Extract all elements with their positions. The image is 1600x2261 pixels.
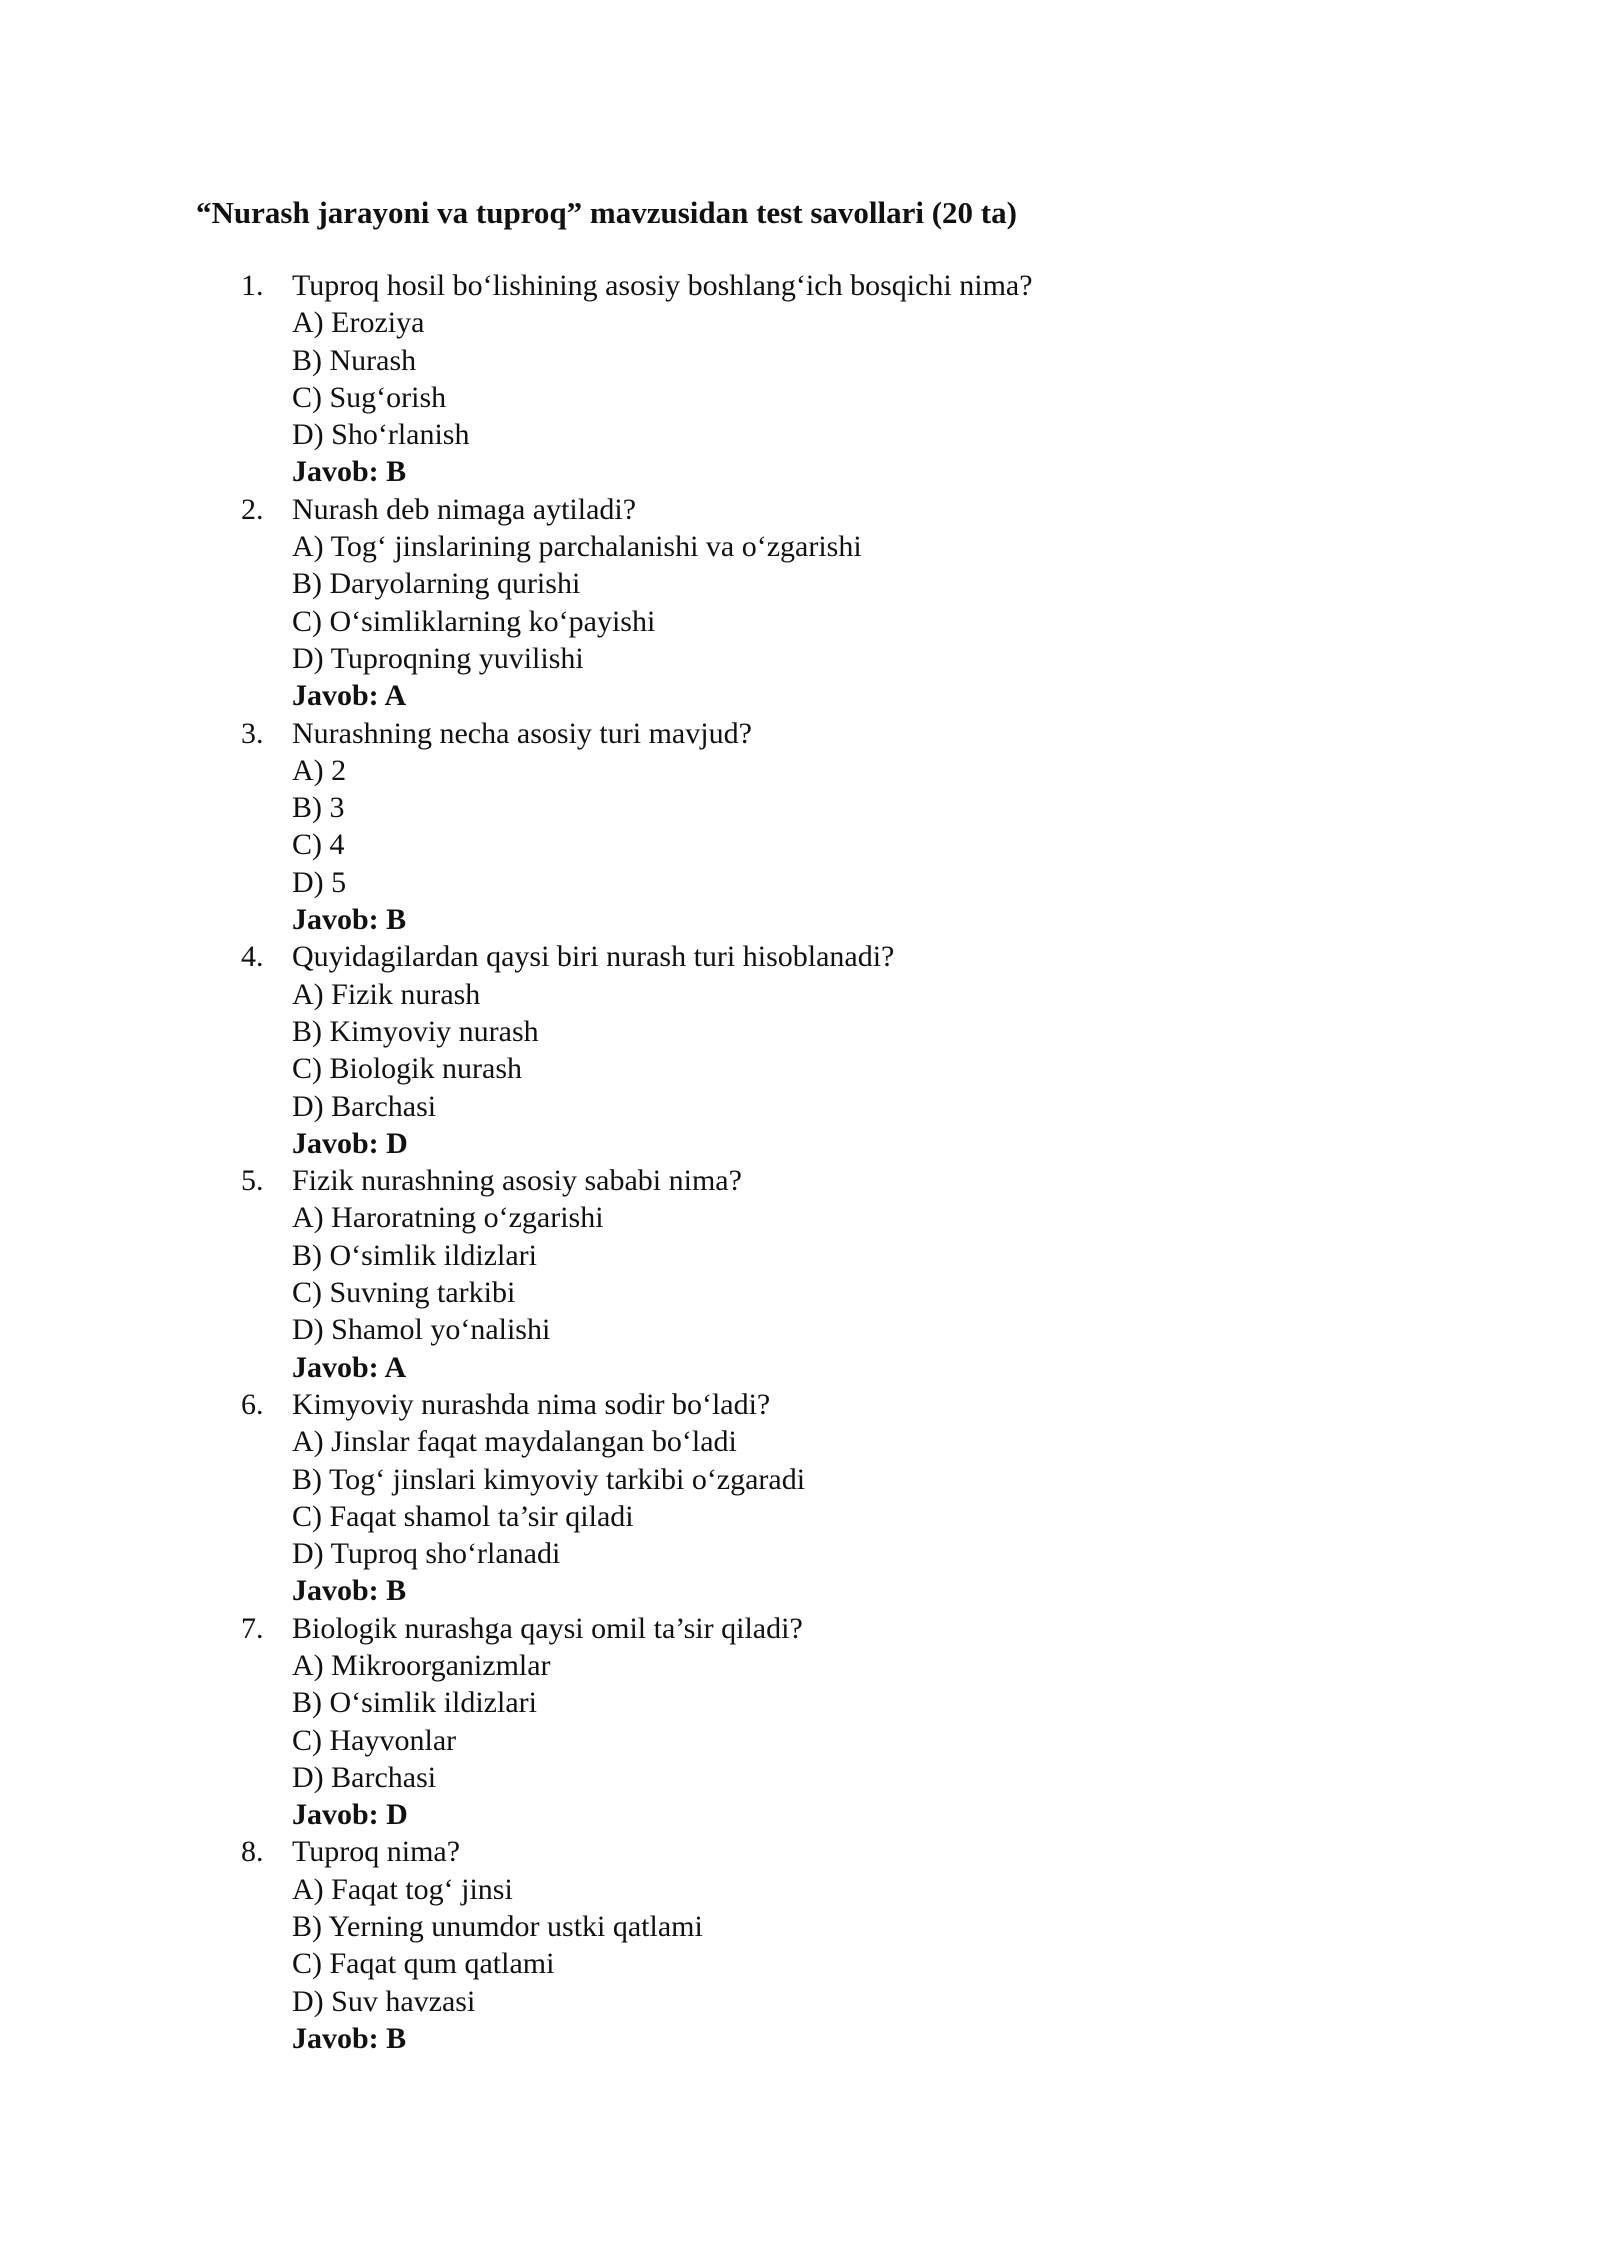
- question-text: Biologik nurashga qaysi omil ta’sir qiladi?: [292, 1611, 803, 1645]
- answer-key: Javob: B: [292, 903, 407, 937]
- option-d: D) Shamol yo‘nalishi: [292, 1313, 551, 1347]
- answer-row: [0, 1349, 1600, 1386]
- question-4: [0, 938, 1600, 1162]
- answer-row: [0, 2020, 1600, 2057]
- question-3: [0, 715, 1600, 939]
- question-line: [0, 1610, 1600, 1647]
- option-row: [0, 1423, 1600, 1460]
- option-row: [0, 640, 1600, 677]
- question-8: [0, 1833, 1600, 2057]
- answer-row: [0, 901, 1600, 938]
- question-number: 6.: [241, 1387, 264, 1421]
- option-row: [0, 379, 1600, 416]
- option-row: [0, 1311, 1600, 1348]
- option-c: C) 4: [292, 828, 345, 862]
- option-a: A) Mikroorganizmlar: [292, 1648, 551, 1682]
- answer-key: Javob: B: [292, 2021, 407, 2055]
- question-number: 4.: [241, 940, 264, 974]
- option-a: A) Faqat tog‘ jinsi: [292, 1872, 513, 1906]
- question-text: Kimyoviy nurashda nima sodir bo‘ladi?: [292, 1387, 771, 1421]
- option-row: [0, 1237, 1600, 1274]
- option-row: [0, 1535, 1600, 1572]
- question-1: [0, 267, 1600, 491]
- option-a: A) 2: [292, 753, 347, 787]
- option-row: [0, 603, 1600, 640]
- question-number: 3.: [241, 716, 264, 750]
- option-row: [0, 1945, 1600, 1982]
- question-text: Nurashning necha asosiy turi mavjud?: [292, 716, 752, 750]
- option-row: [0, 789, 1600, 826]
- option-a: A) Tog‘ jinslarining parchalanishi va o‘zgarishi: [292, 530, 862, 564]
- option-d: D) Suv havzasi: [292, 1984, 476, 2018]
- question-text: Tuproq nima?: [292, 1835, 461, 1869]
- option-b: B) Nurash: [292, 343, 417, 377]
- option-d: D) 5: [292, 865, 347, 899]
- question-2: [0, 491, 1600, 715]
- option-a: A) Jinslar faqat maydalangan bo‘ladi: [292, 1425, 737, 1459]
- option-c: C) Faqat shamol ta’sir qiladi: [292, 1499, 634, 1533]
- answer-key: Javob: B: [292, 1574, 407, 1608]
- question-7: [0, 1610, 1600, 1834]
- answer-row: [0, 677, 1600, 714]
- option-d: D) Barchasi: [292, 1760, 437, 1794]
- document-title: “Nurash jarayoni va tuproq” mavzusidan test savollari (20 ta): [196, 195, 1017, 230]
- question-list: [0, 267, 1600, 2057]
- option-row: [0, 304, 1600, 341]
- option-row: [0, 1722, 1600, 1759]
- question-text: Nurash deb nimaga aytiladi?: [292, 492, 637, 526]
- answer-key: Javob: A: [292, 1350, 407, 1384]
- option-b: B) O‘simlik ildizlari: [292, 1238, 537, 1272]
- option-row: [0, 1498, 1600, 1535]
- option-row: [0, 1871, 1600, 1908]
- question-line: [0, 267, 1600, 304]
- option-row: [0, 416, 1600, 453]
- option-c: C) Faqat qum qatlami: [292, 1947, 555, 1981]
- answer-row: [0, 1572, 1600, 1609]
- question-6: [0, 1386, 1600, 1610]
- option-row: [0, 1647, 1600, 1684]
- option-row: [0, 1684, 1600, 1721]
- option-b: B) Kimyoviy nurash: [292, 1014, 539, 1048]
- question-text: Quyidagilardan qaysi biri nurash turi hisoblanadi?: [292, 940, 895, 974]
- answer-key: Javob: D: [292, 1126, 408, 1160]
- answer-key: Javob: A: [292, 679, 407, 713]
- question-number: 5.: [241, 1164, 264, 1198]
- answer-key: Javob: B: [292, 455, 407, 489]
- option-b: B) Daryolarning qurishi: [292, 567, 581, 601]
- question-number: 1.: [241, 269, 264, 302]
- question-line: [0, 715, 1600, 752]
- question-text: Tuproq hosil bo‘lishining asosiy boshlang‘ich bosqichi nima?: [292, 269, 1033, 302]
- option-c: C) O‘simliklarning ko‘payishi: [292, 604, 656, 638]
- option-row: [0, 342, 1600, 379]
- question-line: [0, 1386, 1600, 1423]
- answer-row: [0, 453, 1600, 490]
- option-c: C) Biologik nurash: [292, 1052, 522, 1086]
- option-b: B) 3: [292, 791, 345, 825]
- option-d: D) Sho‘rlanish: [292, 418, 470, 452]
- answer-row: [0, 1796, 1600, 1833]
- question-number: 2.: [241, 492, 264, 526]
- option-d: D) Tuproqning yuvilishi: [292, 641, 584, 675]
- question-number: 8.: [241, 1835, 264, 1869]
- option-b: B) Tog‘ jinslari kimyoviy tarkibi o‘zgaradi: [292, 1462, 806, 1496]
- option-a: A) Haroratning o‘zgarishi: [292, 1201, 604, 1235]
- option-row: [0, 1983, 1600, 2020]
- option-row: [0, 1908, 1600, 1945]
- question-number: 7.: [241, 1611, 264, 1645]
- option-a: A) Fizik nurash: [292, 977, 481, 1011]
- option-row: [0, 1199, 1600, 1236]
- question-line: [0, 1833, 1600, 1870]
- option-row: [0, 1088, 1600, 1125]
- option-row: [0, 752, 1600, 789]
- question-line: [0, 491, 1600, 528]
- option-d: D) Tuproq sho‘rlanadi: [292, 1537, 561, 1571]
- option-row: [0, 864, 1600, 901]
- question-5: [0, 1162, 1600, 1386]
- option-row: [0, 1274, 1600, 1311]
- option-row: [0, 826, 1600, 863]
- option-b: B) O‘simlik ildizlari: [292, 1686, 537, 1720]
- option-row: [0, 976, 1600, 1013]
- option-c: C) Suvning tarkibi: [292, 1276, 516, 1310]
- question-text: Fizik nurashning asosiy sababi nima?: [292, 1164, 742, 1198]
- option-row: [0, 1013, 1600, 1050]
- option-row: [0, 1461, 1600, 1498]
- option-row: [0, 528, 1600, 565]
- option-row: [0, 565, 1600, 602]
- option-d: D) Barchasi: [292, 1089, 437, 1123]
- option-row: [0, 1050, 1600, 1087]
- option-c: C) Sug‘orish: [292, 380, 447, 414]
- question-line: [0, 938, 1600, 975]
- option-b: B) Yerning unumdor ustki qatlami: [292, 1910, 703, 1944]
- answer-key: Javob: D: [292, 1798, 408, 1832]
- option-a: A) Eroziya: [292, 306, 425, 340]
- option-row: [0, 1759, 1600, 1796]
- answer-row: [0, 1125, 1600, 1162]
- option-c: C) Hayvonlar: [292, 1723, 457, 1757]
- question-line: [0, 1162, 1600, 1199]
